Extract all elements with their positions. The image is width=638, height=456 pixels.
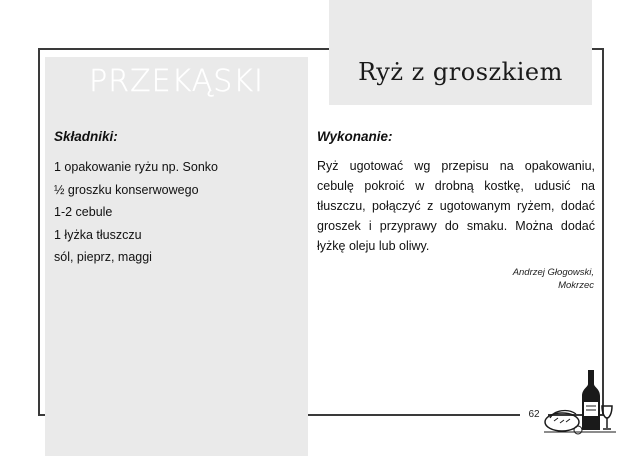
ingredient-item: 1 łyżka tłuszczu — [54, 227, 142, 242]
ingredient-item: sól, pieprz, maggi — [54, 250, 152, 264]
section-title: PRZEKĄSKI — [89, 64, 264, 99]
ingredient-item: ½ groszku konserwowego — [54, 182, 199, 197]
author-name: Andrzej Głogowski, — [512, 267, 594, 278]
method-text: Ryż ugotować wg przepisu na opakowaniu, cebulę pokroić w drobną kostkę, udusić na tłuszczu, połączyć z ugotowanym ryżem, dodać groszek i przyprawy do smaku. Można dodać łyżkę oleju lub oliwy. — [317, 159, 595, 253]
page-number: 62 — [520, 406, 548, 424]
ingredients-label: Składniki: — [54, 129, 118, 144]
author-place: Mokrzec — [558, 280, 594, 291]
wine-bottle-icon — [544, 366, 616, 438]
ingredient-item: 1 opakowanie ryżu np. Sonko — [54, 160, 218, 174]
recipe-title-panel — [329, 0, 592, 105]
recipe-title: Ryż z groszkiem — [358, 58, 563, 86]
author-credit — [513, 266, 594, 292]
method-label: Wykonanie: — [317, 129, 393, 144]
ingredients-list — [54, 156, 304, 269]
ingredient-item: 1-2 cebule — [54, 205, 113, 219]
